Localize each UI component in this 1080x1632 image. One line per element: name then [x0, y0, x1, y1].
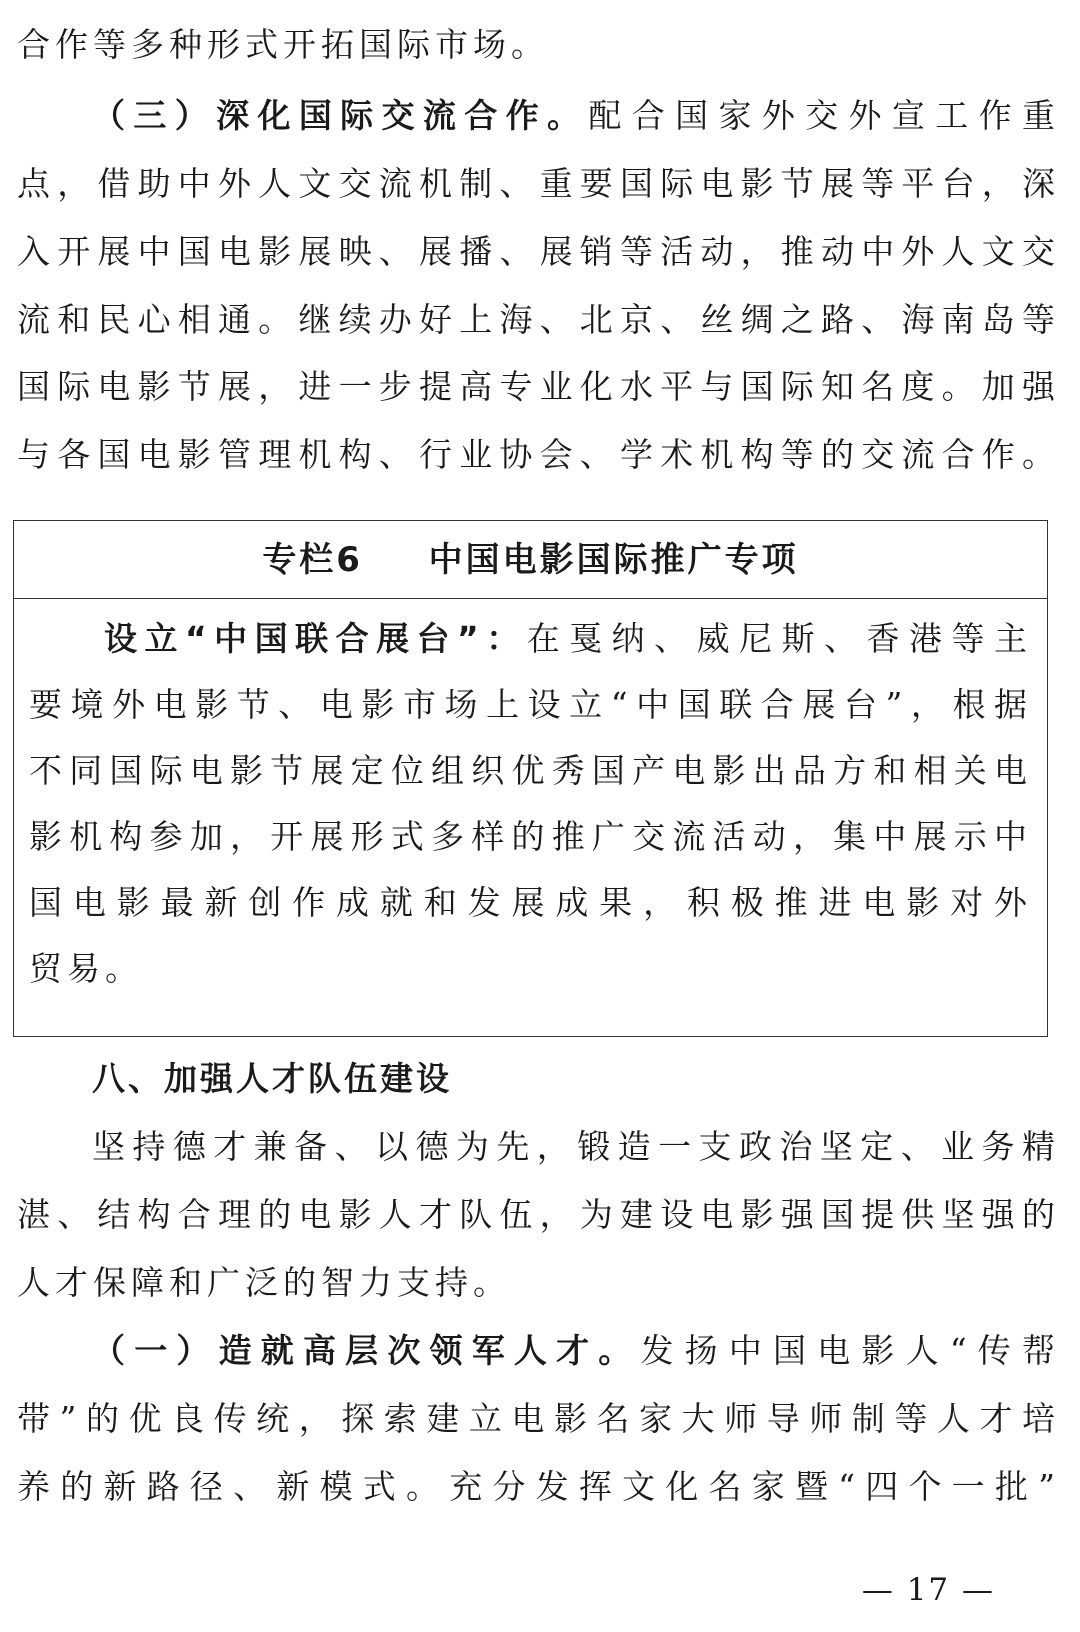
- paragraph-line: 人才保障和广泛的智力支持。: [17, 1263, 511, 1302]
- feature-box-line: 影机构参加，开展形式多样的推广交流活动，集中展示中: [29, 817, 1032, 856]
- section-3-heading: （三）深化国际交流合作。: [92, 96, 589, 135]
- section-8-title: 八、加强人才队伍建设: [92, 1059, 452, 1098]
- paragraph-line: 湛、结构合理的电影人才队伍，为建设电影强国提供坚强的: [17, 1195, 1060, 1234]
- paragraph-line: 国际电影节展，进一步提高专业化水平与国际知名度。加强: [17, 367, 1060, 406]
- paragraph-line: 带”的优良传统，探索建立电影名家大师导师制等人才培: [17, 1399, 1060, 1438]
- feature-box-label: 专栏6: [262, 540, 363, 580]
- feature-box-line: 要境外电影节、电影市场上设立“中国联合展台”，根据: [29, 685, 1032, 724]
- page-number: — 17 —: [861, 1572, 995, 1608]
- feature-box-line: 贸易。: [29, 949, 143, 988]
- feature-box-header: [14, 521, 1047, 599]
- paragraph-line: 合作等多种形式开拓国际市场。: [17, 25, 549, 64]
- paragraph-line: 流和民心相通。继续办好上海、北京、丝绸之路、海南岛等: [17, 300, 1060, 339]
- feature-box: [13, 520, 1048, 1037]
- paragraph-line: 坚持德才兼备、以德为先，锻造一支政治坚定、业务精: [92, 1127, 1060, 1166]
- section-1-first-line: （一）造就高层次领军人才。发扬中国电影人“传帮: [92, 1331, 1060, 1370]
- paragraph-line: 养的新路径、新模式。充分发挥文化名家暨“四个一批”: [17, 1467, 1060, 1506]
- feature-box-title: 中国电影国际推广专项: [428, 540, 799, 580]
- paragraph-line: 入开展中国电影展映、展播、展销等活动，推动中外人文交: [17, 232, 1060, 271]
- feature-item-heading: 设立“中国联合展台”：: [104, 619, 527, 658]
- feature-box-line: 国电影最新创作成就和发展成果，积极推进电影对外: [29, 883, 1032, 922]
- feature-box-line: 不同国际电影节展定位组织优秀国产电影出品方和相关电: [29, 751, 1032, 790]
- feature-box-first-line: 设立“中国联合展台”：在戛纳、威尼斯、香港等主: [104, 619, 1032, 658]
- paragraph-line: 点，借助中外人文交流机制、重要国际电影节展等平台，深: [17, 164, 1060, 203]
- section-1-heading: （一）造就高层次领军人才。: [92, 1331, 641, 1370]
- paragraph-line: 与各国电影管理机构、行业协会、学术机构等的交流合作。: [17, 435, 1060, 474]
- section-3-first-line: （三）深化国际交流合作。配合国家外交外宣工作重: [92, 96, 1061, 135]
